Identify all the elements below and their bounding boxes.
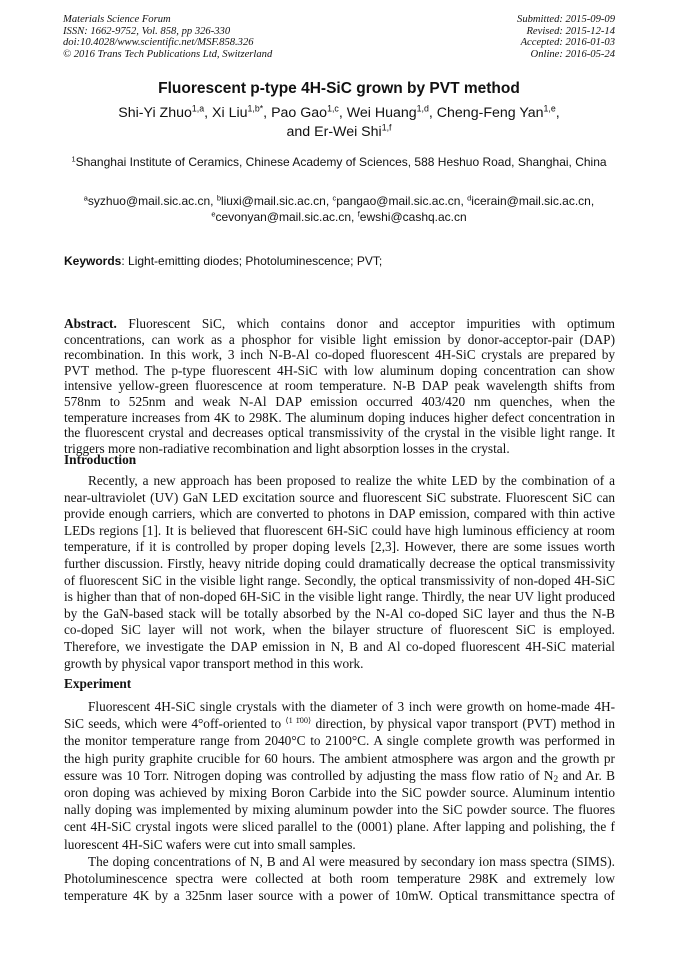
- copyright: © 2016 Trans Tech Publications Ltd, Switzerland: [63, 48, 273, 60]
- text-line: essure was 10 Torr. Nitrogen doping was controlled by adjusting the mass flow ratio of $N_2$ and Ar. B: [64, 767, 615, 785]
- text-line: oron doping was achieved by mixing Boron Carbide into the SiC powder source. Aluminum intentio: [64, 785, 615, 801]
- abstract: [64, 316, 615, 456]
- direction-notation: ⟨1 1̄00⟩: [285, 716, 312, 726]
- issn: ISSN: 1662-9752, Vol. 858, pp 326-330: [63, 25, 231, 37]
- email[interactable]: $^a$syzhuo@mail.sic.ac.cn: [83, 193, 211, 208]
- text-line: near-ultraviolet (UV) GaN LED excitation source and fluorescent SiC substrate. Fluorescent SiC can: [64, 489, 615, 505]
- text-line: growth by physical vapor transport method in this work.: [64, 655, 364, 671]
- text-line: the fluorescent crystal and decreases optical transmissivity of the crystal in the visible light range. It: [64, 425, 615, 441]
- text-line: recombination. In this work, 3 inch N-B-Al co-doped fluorescent 4H-SiC crystals are prepared by: [64, 347, 615, 363]
- text-line: luorescent 4H-SiC wafers were cut into small samples.: [64, 836, 356, 852]
- text-line: triggers more non-radiative recombination and light absorption losses in the crystal.: [64, 440, 510, 456]
- text-line: intensive yellow-green fluorescence at room temperature. N-B DAP peak wavelength shifts from: [64, 378, 615, 394]
- text-line: is higher than that of non-doped 6H-SiC in the visible light range. Thirdly, the near UV light produced: [64, 589, 615, 605]
- text-line: co-doped SiC layer will not work, when the bilayer structure of fluorescent SiC is employed.: [64, 622, 615, 638]
- text-line: SiC seeds, which were 4°off-oriented to $^{⟨1 1̄00⟩}$ direction, by physical vapor transport (PVT) method in: [64, 716, 615, 732]
- submitted-date: Submitted: 2015-09-09: [517, 14, 615, 25]
- text-line: Recently, a new approach has been proposed to realize the white LED by the combination of a: [88, 473, 615, 488]
- author: Shi-Yi Zhuo$^{1,a}$,: [118, 103, 213, 121]
- keywords-text: : Light-emitting diodes; Photoluminescence; PVT;: [121, 254, 383, 268]
- text-line: Photoluminescence spectra were collected at both room temperature 298K and extremely low: [64, 871, 615, 887]
- text-line: Therefore, we investigate the DAP emission in N, B and Al co-doped fluorescent 4H-SiC material: [64, 638, 615, 654]
- text-line: of fluorescent SiC in the visible light range. Secondly, the optical transmissivity of non-doped 4H-SiC: [64, 572, 615, 588]
- text-line: PVT method. The p-type fluorescent 4H-SiC with low aluminum doping concentration can show: [64, 362, 615, 378]
- text-line: cent 4H-SiC crystal ingots were sliced parallel to the (0001) plane. After lapping and polishing, the f: [64, 819, 615, 835]
- author-list: [60, 104, 618, 142]
- email[interactable]: $^f$ewshi@cashq.ac.cn: [357, 209, 467, 224]
- introduction-heading: Introduction: [64, 452, 137, 467]
- journal-name: Materials Science Forum: [63, 14, 171, 25]
- text-line: the monitor temperature range from 2040°C to 2100°C. A single complete growth was performed in: [64, 733, 615, 749]
- email[interactable]: $^b$liuxi@mail.sic.ac.cn: [216, 193, 326, 208]
- email[interactable]: $^d$icerain@mail.sic.ac.cn: [467, 193, 591, 208]
- accepted-date: Accepted: 2016-01-03: [520, 37, 615, 49]
- text-line: further discussion. Firstly, heavy nitride doping could dramatically decrease the optical transmissivity: [64, 555, 615, 571]
- email[interactable]: $^c$pangao@mail.sic.ac.cn: [332, 193, 461, 208]
- dates: [517, 14, 615, 60]
- author: and Er-Wei Shi$^{1,f}$: [286, 122, 392, 140]
- text-line: temperature, if it is controlled by proper doping levels [2,3]. However, there are some issues worth: [64, 539, 615, 555]
- author: Xi Liu$^{1,b*}$,: [212, 103, 272, 121]
- introduction-body: [64, 473, 615, 672]
- affiliation: $^1$Shanghai Institute of Ceramics, Chinese Academy of Sciences, 588 Heshuo Road, Shanghai, China: [71, 154, 607, 169]
- keywords: [64, 254, 382, 268]
- text-line: The doping concentrations of N, B and Al were measured by secondary ion mass spectra (SIMS).: [88, 853, 615, 869]
- email-list: $^a$syzhuo@mail.sic.ac.cn, $^b$liuxi@mail.sic.ac.cn, $^c$pangao@mail.sic.ac.cn, $^d$icerain@mail.sic.ac.cn, $^e$cevonyan@mail.sic.ac.cn, $^f$ewshi@cashq.ac.cn: [83, 193, 595, 224]
- text-line: temperature increases from 4K to 298K. The aluminum doping induces higher defect concentration in: [64, 409, 615, 425]
- email[interactable]: $^e$cevonyan@mail.sic.ac.cn: [211, 209, 352, 224]
- revised-date: Revised: 2015-12-14: [526, 25, 615, 37]
- abstract-label: Abstract.: [64, 316, 117, 331]
- text-line: temperature 4K by a 325nm laser source with a power of 10mW. Optical transmittance spectra of: [64, 888, 615, 904]
- text-line: the high purity graphite crucible for 60 hours. The ambient atmosphere was argon and the growth pr: [64, 750, 615, 766]
- author: Wei Huang$^{1,d}$,: [346, 103, 437, 121]
- text-line: by the GaN-based stack will be totally absorbed by the N-Al co-doped SiC layer and thus the N-B: [64, 605, 615, 621]
- author: Pao Gao$^{1,c}$,: [271, 103, 347, 121]
- author: Cheng-Feng Yan$^{1,e}$,: [436, 103, 560, 121]
- text-line: LEDs regions [1]. It is believed that fluorescent 6H-SiC could have high luminous efficiency at room: [64, 522, 615, 538]
- text-line: concentrations, can work as a phosphor for visible light emission by donor-acceptor-pair (DAP): [64, 331, 615, 347]
- journal-info: [63, 14, 272, 60]
- text-line: 578nm to 525nm and weak N-Al DAP emission occurred 403/420 nm quenches, when the: [64, 393, 615, 409]
- text-line: provide enough carriers, which are converted to photons in DAP emission, compared with thin active: [64, 506, 615, 522]
- text-line: nally doping was implemented by mixing aluminum powder into the SiC powder source. The fluores: [64, 802, 615, 818]
- text-line: Fluorescent 4H-SiC single crystals with the diameter of 3 inch were growth on home-made 4H-: [88, 699, 615, 714]
- text-line: Abstract. Fluorescent SiC, which contains donor and acceptor impurities with optimum: [64, 316, 615, 331]
- experiment-heading: Experiment: [64, 676, 132, 691]
- keywords-label: Keywords: [64, 254, 122, 268]
- online-date: Online: 2016-05-24: [530, 48, 615, 60]
- paper-title: Fluorescent p-type 4H-SiC grown by PVT method: [158, 80, 520, 97]
- doi: doi:10.4028/www.scientific.net/MSF.858.326: [63, 37, 254, 49]
- experiment-body: [64, 698, 615, 904]
